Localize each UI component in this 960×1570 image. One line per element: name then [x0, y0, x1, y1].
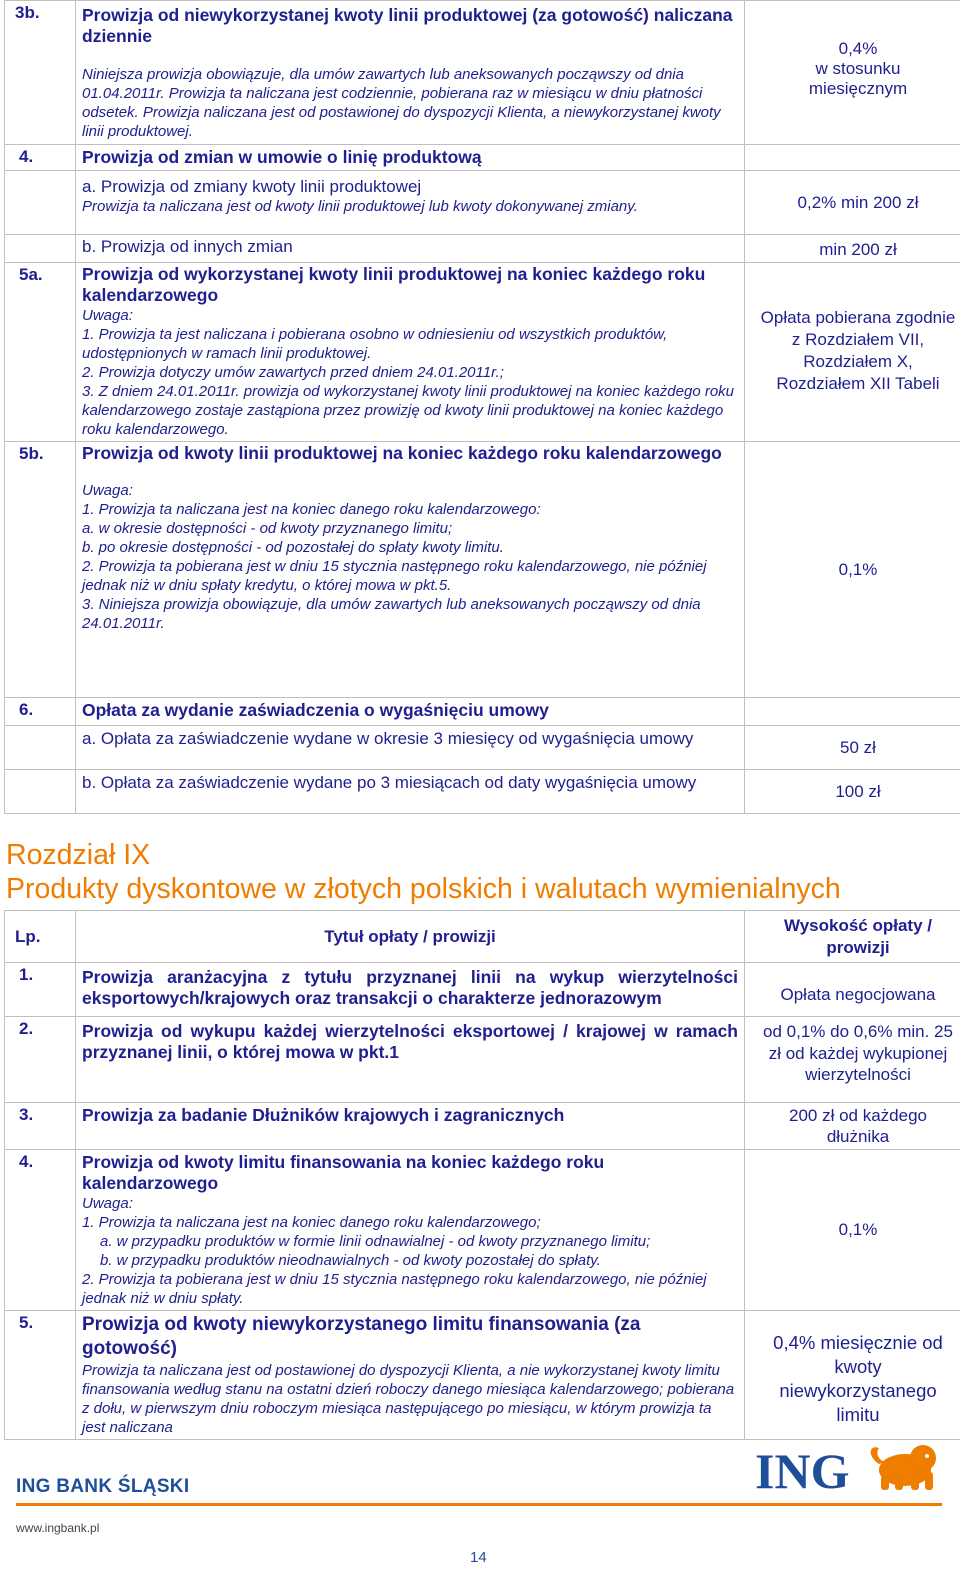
sub-title: a. Prowizja od zmiany kwoty linii produktowej — [82, 177, 422, 196]
note-item: b. po okresie dostępności - od pozostałej do spłaty kwoty limitu. — [82, 539, 504, 556]
row-title: Prowizja od zmian w umowie o linię produktową — [76, 145, 745, 171]
row-title: Opłata za wydanie zaświadczenia o wygaśnięciu umowy — [76, 698, 745, 726]
row-value: 0,1% — [745, 442, 960, 698]
row-description — [76, 263, 745, 442]
row-value: 50 zł — [745, 726, 960, 770]
row-title: Prowizja za badanie Dłużników krajowych i zagranicznych — [76, 1103, 745, 1150]
table-row — [5, 1311, 960, 1440]
row-number: 3b. — [5, 1, 76, 145]
table-header-row — [5, 911, 960, 963]
table-row — [5, 1, 960, 145]
fees-table-continued — [4, 0, 960, 814]
row-number — [5, 770, 76, 814]
bank-name: ING BANK ŚLĄSKI — [16, 1476, 190, 1497]
row-value: 0,4% miesięcznie od kwoty niewykorzystanego limitu — [745, 1311, 960, 1440]
row-description — [76, 171, 745, 235]
row-number: 4. — [5, 1150, 76, 1311]
value-line: miesięcznym — [808, 79, 908, 98]
bank-url[interactable]: www.ingbank.pl — [16, 1521, 100, 1535]
row-number: 6. — [5, 698, 76, 726]
note-item: 1. Prowizja ta naliczana jest na koniec danego roku kalendarzowego: — [82, 501, 541, 518]
note-item: 2. Prowizja dotyczy umów zawartych przed dniem 24.01.2011r.; — [82, 364, 504, 381]
row-number: 5a. — [5, 263, 76, 442]
table-row — [5, 442, 960, 698]
note-item: b. w przypadku produktów nieodnawialnych - od kwoty pozostałej do spłaty. — [100, 1252, 601, 1269]
note-item: a. w przypadku produktów w formie linii odnawialnej - od kwoty przyznanego limitu; — [100, 1233, 651, 1250]
chapter-number: Rozdział IX — [6, 839, 151, 871]
header-title: Tytuł opłaty / prowizji — [76, 911, 745, 963]
note-item: 1. Prowizja ta jest naliczana i pobierana osobno w odniesieniu od wszystkich produktów, udostępnionych w ramach linii produktowej. — [82, 326, 668, 362]
note-label: Uwaga: — [82, 482, 133, 499]
row-number: 1. — [5, 963, 76, 1017]
row-description — [76, 235, 745, 263]
row-title: Prowizja od kwoty linii produktowej na koniec każdego roku kalendarzowego — [82, 443, 722, 463]
row-description: b. Opłata za zaświadczenie wydane po 3 miesiącach od daty wygaśnięcia umowy — [76, 770, 745, 814]
sub-note: Prowizja ta naliczana jest od kwoty linii produktowej lub kwoty dokonywanej zmiany. — [82, 198, 638, 215]
row-value — [745, 698, 960, 726]
row-value: od 0,1% do 0,6% min. 25 zł od każdej wykupionej wierzytelności — [745, 1017, 960, 1103]
row-value: min 200 zł — [745, 235, 960, 263]
note-label: Uwaga: — [82, 307, 133, 324]
table-row — [5, 726, 960, 770]
note-label: Uwaga: — [82, 1195, 133, 1212]
row-title: Prowizja od kwoty niewykorzystanego limitu finansowania (za gotowość) — [82, 1314, 641, 1359]
row-value: 200 zł od każdego dłużnika — [745, 1103, 960, 1150]
value-line: w stosunku — [815, 59, 901, 78]
note-item: 3. Niniejsza prowizja obowiązuje, dla umów zawartych lub aneksowanych począwszy od dnia 24.01.2011r. — [82, 596, 701, 632]
row-title: Prowizja aranżacyjna z tytułu przyznanej linii na wykup wierzytelności eksportowych/krajowych oraz transakcji o charakterze jednorazowym — [76, 963, 745, 1017]
row-number — [5, 235, 76, 263]
header-value: Wysokość opłaty / prowizji — [745, 911, 960, 963]
row-title: Prowizja od wykorzystanej kwoty linii produktowej na koniec każdego roku kalendarzowego — [82, 264, 706, 305]
note-item: 2. Prowizja ta pobierana jest w dniu 15 stycznia następnego roku kalendarzowego, nie później jednak niż w dniu spłaty kredytu, o której mowa w pkt.5. — [82, 558, 707, 594]
row-value: 0,2% min 200 zł — [745, 171, 960, 235]
note-item: 3. Z dniem 24.01.2011r. prowizja od wykorzystanej kwoty linii produktowej na koniec każdego roku kalendarzowego zostaje zastąpiona przez prowizję od kwoty linii produktowej na koniec każdego roku kalendarzowego. — [82, 383, 735, 438]
row-description — [76, 1311, 745, 1440]
table-row — [5, 1150, 960, 1311]
row-number: 5. — [5, 1311, 76, 1440]
table-row — [5, 1103, 960, 1150]
discount-products-table — [4, 910, 960, 1440]
row-number — [5, 726, 76, 770]
row-note: Prowizja ta naliczana jest od postawionej do dyspozycji Klienta, a nie wykorzystanej kwoty limitu finansowania według stanu na ostatni dzień roboczy danego miesiąca kalendarzowego; pobierana z dołu, w pierwszym dniu roboczym miesiąca następującego po miesiącu, w którym prowizja ta jest naliczana — [82, 1362, 735, 1436]
table-row — [5, 235, 960, 263]
chapter-title: Produkty dyskontowe w złotych polskich i walutach wymienialnych — [6, 873, 841, 905]
table-row — [5, 770, 960, 814]
row-value: Opłata pobierana zgodnie z Rozdziałem VII, Rozdziałem X, Rozdziałem XII Tabeli — [745, 263, 960, 442]
row-note: Niniejsza prowizja obowiązuje, dla umów zawartych lub aneksowanych począwszy od dnia 01.04.2011r. Prowizja ta naliczana jest codziennie, pobierana raz w miesiącu w dniu płatności odsetek. Prowizja naliczana jest od postawionej do dyspozycji Klienta, a niewykorzystanej kwoty linii produktowej. — [82, 66, 721, 140]
row-title: Prowizja od kwoty limitu finansowania na koniec każdego roku kalendarzowego — [82, 1152, 605, 1193]
ing-logo — [755, 1438, 945, 1494]
table-row — [5, 171, 960, 235]
row-description — [76, 442, 745, 698]
note-item: 1. Prowizja ta naliczana jest na koniec danego roku kalendarzowego; — [82, 1214, 541, 1231]
sub-title: b. Prowizja od innych zmian — [82, 237, 293, 256]
svg-text:ING: ING — [755, 1443, 850, 1494]
row-number: 4. — [5, 145, 76, 171]
page-number: 14 — [470, 1549, 487, 1566]
note-item: a. w okresie dostępności - od kwoty przyznanego limitu; — [82, 520, 453, 537]
row-value — [745, 145, 960, 171]
row-title: Prowizja od wykupu każdej wierzytelności eksportowej / krajowej w ramach przyznanej linii, o której mowa w pkt.1 — [76, 1017, 745, 1103]
ing-lion-icon — [755, 1438, 945, 1494]
row-value: Opłata negocjowana — [745, 963, 960, 1017]
footer-divider — [16, 1503, 942, 1506]
value-line: 0,4% — [838, 39, 878, 58]
row-description — [76, 1, 745, 145]
row-value: 100 zł — [745, 770, 960, 814]
row-value — [745, 1, 960, 145]
row-description — [76, 1150, 745, 1311]
row-description: a. Opłata za zaświadczenie wydane w okresie 3 miesięcy od wygaśnięcia umowy — [76, 726, 745, 770]
table-row — [5, 1017, 960, 1103]
table-row — [5, 698, 960, 726]
table-row — [5, 145, 960, 171]
header-lp: Lp. — [5, 911, 76, 963]
row-value: 0,1% — [745, 1150, 960, 1311]
row-title: Prowizja od niewykorzystanej kwoty linii produktowej (za gotowość) naliczana dziennie — [82, 5, 733, 46]
row-number: 2. — [5, 1017, 76, 1103]
chapter-heading — [6, 838, 841, 906]
table-row — [5, 263, 960, 442]
table-row — [5, 963, 960, 1017]
row-number: 5b. — [5, 442, 76, 698]
row-number: 3. — [5, 1103, 76, 1150]
note-item: 2. Prowizja ta pobierana jest w dniu 15 stycznia następnego roku kalendarzowego, nie później jednak niż w dniu spłaty. — [82, 1271, 707, 1307]
row-number — [5, 171, 76, 235]
